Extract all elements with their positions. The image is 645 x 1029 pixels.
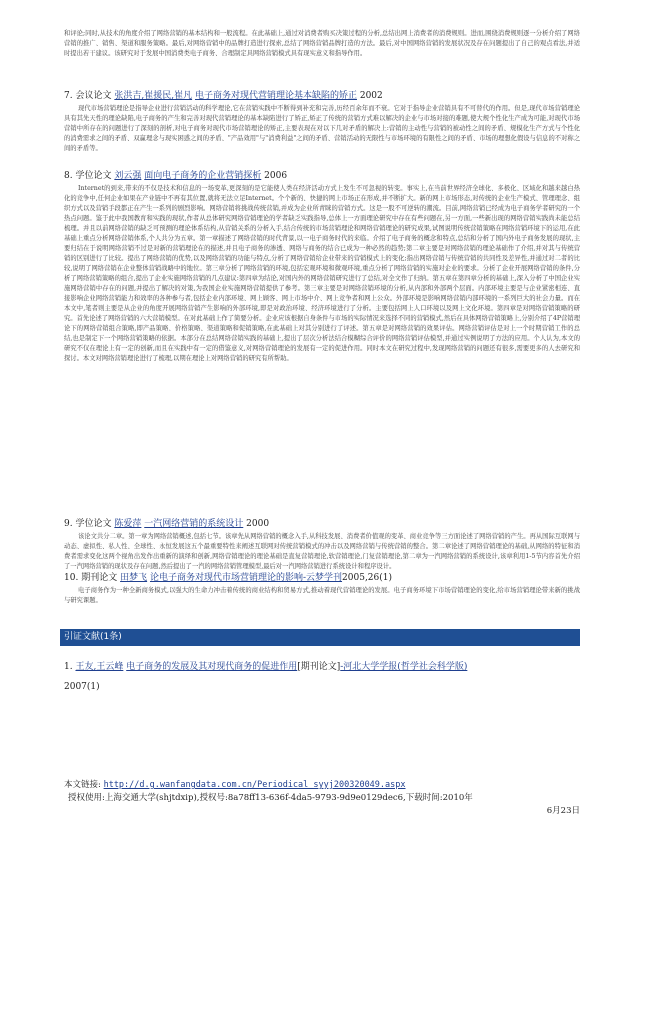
entry-year: 2006 <box>264 171 288 181</box>
citation-title-link[interactable]: 电子商务的发展及其对现代商务的促进作用 <box>126 662 298 672</box>
entry-year: 2000 <box>246 519 270 529</box>
top-paragraph: 和评论;同时,从技术的角度介绍了网络营销的基本结构和一般流程。在此基础上,通过对消费者购买决策过程的分析,总结出网上消费者的消费规则。进而,围绕消费规则逐一分析介绍了网络营销的推广、销售、渠道和服务策略。最后,对网络营销中的品牌打造进行探索,总结了网络营销品牌打造的方法。最后,对中国网络营销的发展状况及存在问题提出了自己的观点看法,并适时提出若干建议。该研究对于发展中国消费类电子商务、合理制定具网络营销模式具有现实意义和指导作用。 <box>64 30 580 57</box>
entry-number: 10. <box>64 573 79 583</box>
entry-type: 学位论文 <box>75 171 112 181</box>
reference-entry-9 <box>64 518 580 572</box>
citation-section-header: 引证文献(1条) <box>60 629 580 646</box>
entry-heading <box>64 90 580 102</box>
citation-authors-link[interactable]: 王友,王云峰 <box>75 662 124 672</box>
citation-year-issue: 2007(1) <box>64 682 100 692</box>
citation-journal-link[interactable]: -河北大学学报(哲学社会科学版) <box>340 662 468 672</box>
entry-title-link[interactable]: 一汽网络营销的系统设计 <box>144 519 244 529</box>
entry-journal-link[interactable]: -云梦学刊 <box>303 573 343 583</box>
entry-heading <box>64 170 580 182</box>
entry-authors-link[interactable]: 张洪吉,崔援民,崔凡 <box>114 91 193 101</box>
reference-entry-8 <box>64 170 580 364</box>
reference-entry-7 <box>64 90 580 154</box>
entry-title-link[interactable]: 论电子商务对现代市场营销理论的影响 <box>149 573 303 583</box>
reference-entry-10 <box>64 572 580 606</box>
entry-year: 2002 <box>359 91 383 101</box>
entry-title-link[interactable]: 电子商务对现代营销理论基本缺陷的矫正 <box>194 91 357 101</box>
entry-authors-link[interactable]: 刘云强 <box>114 171 142 181</box>
citation-item <box>64 660 580 694</box>
article-link-label: 本文链接: <box>64 780 101 790</box>
entry-type: 会议论文 <box>75 91 112 101</box>
entry-authors-link[interactable]: 田梦飞 <box>120 573 148 583</box>
entry-abstract: Internet的到来,带来的不仅是技术和信息的一场变革,更深刻的是它能使人类在经济活动方式上发生不可忽视的转变。事实上,在当前世界经济全球化、多极化、区域化和越来越白热化的竞争中,任何企业如果在产业链中不再有其位置,就将无法立足Internet。个个新的、快捷的网上市场正在形成,并不断扩大。新的网上市场形态,对传统的企业生产模式、管理理念、组织方式以及营销手段都正在产生一系列的剧烈影响。网络营销将挑战传统营销,并成为企业所青睐的营销方式。这是一股不可逆转的潮流。目前,网络营销已经成为电子商务学者研究的一个热点问题。鉴于此中我国教育和实践的现状,作者从总体研究网络营销理论的学者缺乏实践指导,总体上一方面理论研究中存在有些问题在,另一方面,一些新出现的网络营销实践尚未能总结梳理。并且以前网络营销的缺乏可预测的理论体系结构,从营销关系的分析入手,结合传统的市场营销理论和网络营销理论的研究成果,试图说明传统营销策略在网络营销环境下的运用,在此基础上重点分析网络营销体系,个人共分为五章。第一章描述了网络营销的时代背景,以一电子商务时代的来临。介绍了电子商务的概念和特点,总结和分析了国内外电子商务发展的现状,主要归结在于说明网络营销不过是对新的营销理论在的描述,并且电子商务的渗透、网络与商务的结合已成为一种必然的趋势;第二章主要是对网络营销的理论基础作了介绍,并对其与传统营销的区别进行了比较。提出了网络营销的优势,以及网络营销的功能与特点,分析了网络营销给企业带来的营销模式上的变化;指出网络营销与传统营销的共同性及差异性,并通过对二者的比较,说明了网络营销在企业整体营销战略中的地位。第三章分析了网络营销的环境,包括宏观环境和微观环境,重点分析了网络营销的实施对企业的要求。分析了企业开展网络营销的条件,分析了网络营销策略的组合,提出了企业实施网络营销的几点建议:第四章为结论,对国内外的网络营销研究进行了总结,对全文作了归纳。第五章在第四章分析的基础上,深入分析了中国企业实施网络营销中存在的问题,并提出了解决的对策,为我国企业实施网络营销提供了参考。第三章主要是对网络营销环境的分析,从内部和外部两个层面。内部环境主要是与企业紧密相连、直接影响企业网络营销能力和效率的各种参与者,包括企业内部环境、网上顾客、网上市场中介、网上竞争者和网上公众。外部环境是影响网络营销内部环境的一系列巨大的社会力量。而在本文中,笔者则主要是从企业的角度开展网络营销产生影响的外部环境,即是对政治环境、经济环境进行了分析。主要包括网上人口环境以及网上文化环境。第四章是对网络营销策略的研究。首先论述了网络营销的六大营销模型。在对此基础上作了简要分析。企业应该根据自身条件与市场的实际情况来选择不同的营销模式,然后在具体网络营销策略上,分别介绍了4P营销理论下的网络营销组合策略,即产品策略、价格策略、渠道策略和促销策略,在此基础上对其分别进行了评述。第五章是对网络营销的效果评估。网络营销评估是对上一个时期营销工作的总结,也是制定下一个网络营销策略的依据。本部分在总结网络营销实践的基础上,提出了层次分析法结合模糊综合评价的网络营销评估模型,并通过实例说明了方法的应用。个人认为,本文的研究不仅在理论上有一定的创新,而且在实践中有一定的借鉴意义,对网络营销理论的发展有一定的促进作用。同时本文在研究过程中,发现网络营销的问题还有很多,需要更多的人去研究和探讨。本文对网络营销理论进行了梳理,以期在理论上对网络营销的研究有所帮助。 <box>64 185 580 362</box>
entry-year-issue: 2005,26(1) <box>342 573 393 583</box>
citation-line <box>64 660 580 674</box>
entry-heading <box>64 518 580 530</box>
entry-abstract: 现代市场营销理论是指导企业进行营销活动的科学理论,它在营销实践中不断得到补充和完善,历经百余年而不衰。它对于指导企业营销具有不可替代的作用。但是,现代市场营销理论具有其先天性的理论缺陷,电子商务的产生和完善对现代营销理论的基本缺陷进行了矫正,矫正了传统的营销方式难以解决的企业与市场对接的难题,使大规个性化生产成为可能,对现代市场营销中所存在的问题进行了深刻的剖析,对电子商务对现代市场营销理论的矫正,主要表现在对以下几对矛盾的解决上:营销的主动性与营销的被动性之间的矛盾、规模化生产方式与个性化的消费需求之间的矛盾、双赢理念与现实困惑之间的矛盾、"产品效用"与"消费利益"之间的矛盾、营销活动的无限性与市场环境的有限性之间的矛盾、市场的理想化假设与信息的不对称之间的矛盾等。 <box>64 105 580 152</box>
license-line: 授权使用:上海交通大学(shjtdxip),授权号:8a78ff13-636f-4da5-9793-9d9e0129dec6,下载时间:2010年 <box>68 793 473 803</box>
entry-title-link[interactable]: 面向电子商务的企业营销探析 <box>144 171 262 181</box>
entry-abstract: 该论文共分二章。第一章为网络营销概述,包括七节。该章先从网络营销的概念入手,从科技发展、消费者价值观的变革、商业竞争等三方面论述了网络营销的产生。再从国际互联网与动态、虚拟性、私人性、全球性、永恒发展这五个最重要特性来阐述互联网对传统营销模式的冲击以及网络营销与传统营销的整合。第二章论述了网络营销理论的基础,从网络的特征和消费者需求变化这两个视角出发作出重新的演绎和创新,网络营销理论的理论基础是直复营销理论,软营销理论,门复营销理论,第二章为一汽网络营销的系统设计,该章利用1-5节内容首先介绍了一汽网络营销的现状及存在问题,然后提出了一汽的网络营销管理模型,最后对一汽网络营销进行系统设计和程序设计。 <box>64 533 580 570</box>
citation-number: 1. <box>64 662 73 672</box>
entry-number: 8. <box>64 171 73 181</box>
entry-number: 9. <box>64 519 73 529</box>
entry-abstract: 电子商务作为一种全新商务模式,以强大的生命力冲击着传统的商业结构和贸易方式,推动着现代营销理论的发展。电子商务环境下市场营销理论的变化,给市场营销理论带来新的挑战与研究课题。 <box>64 587 580 604</box>
download-date: 6月23日 <box>546 806 580 816</box>
entry-type: 学位论文 <box>75 519 112 529</box>
entry-number: 7. <box>64 91 73 101</box>
entry-type: 期刊论文 <box>81 573 118 583</box>
entry-heading <box>64 572 580 584</box>
citation-type: [期刊论文] <box>297 662 341 672</box>
article-link[interactable]: http://d.g.wanfangdata.com.cn/Periodical_syyj200320049.aspx <box>103 780 406 790</box>
article-link-line <box>64 779 580 792</box>
entry-authors-link[interactable]: 陈爱萍 <box>114 519 142 529</box>
document-footer <box>64 779 580 818</box>
top-paragraph-block <box>64 29 580 59</box>
